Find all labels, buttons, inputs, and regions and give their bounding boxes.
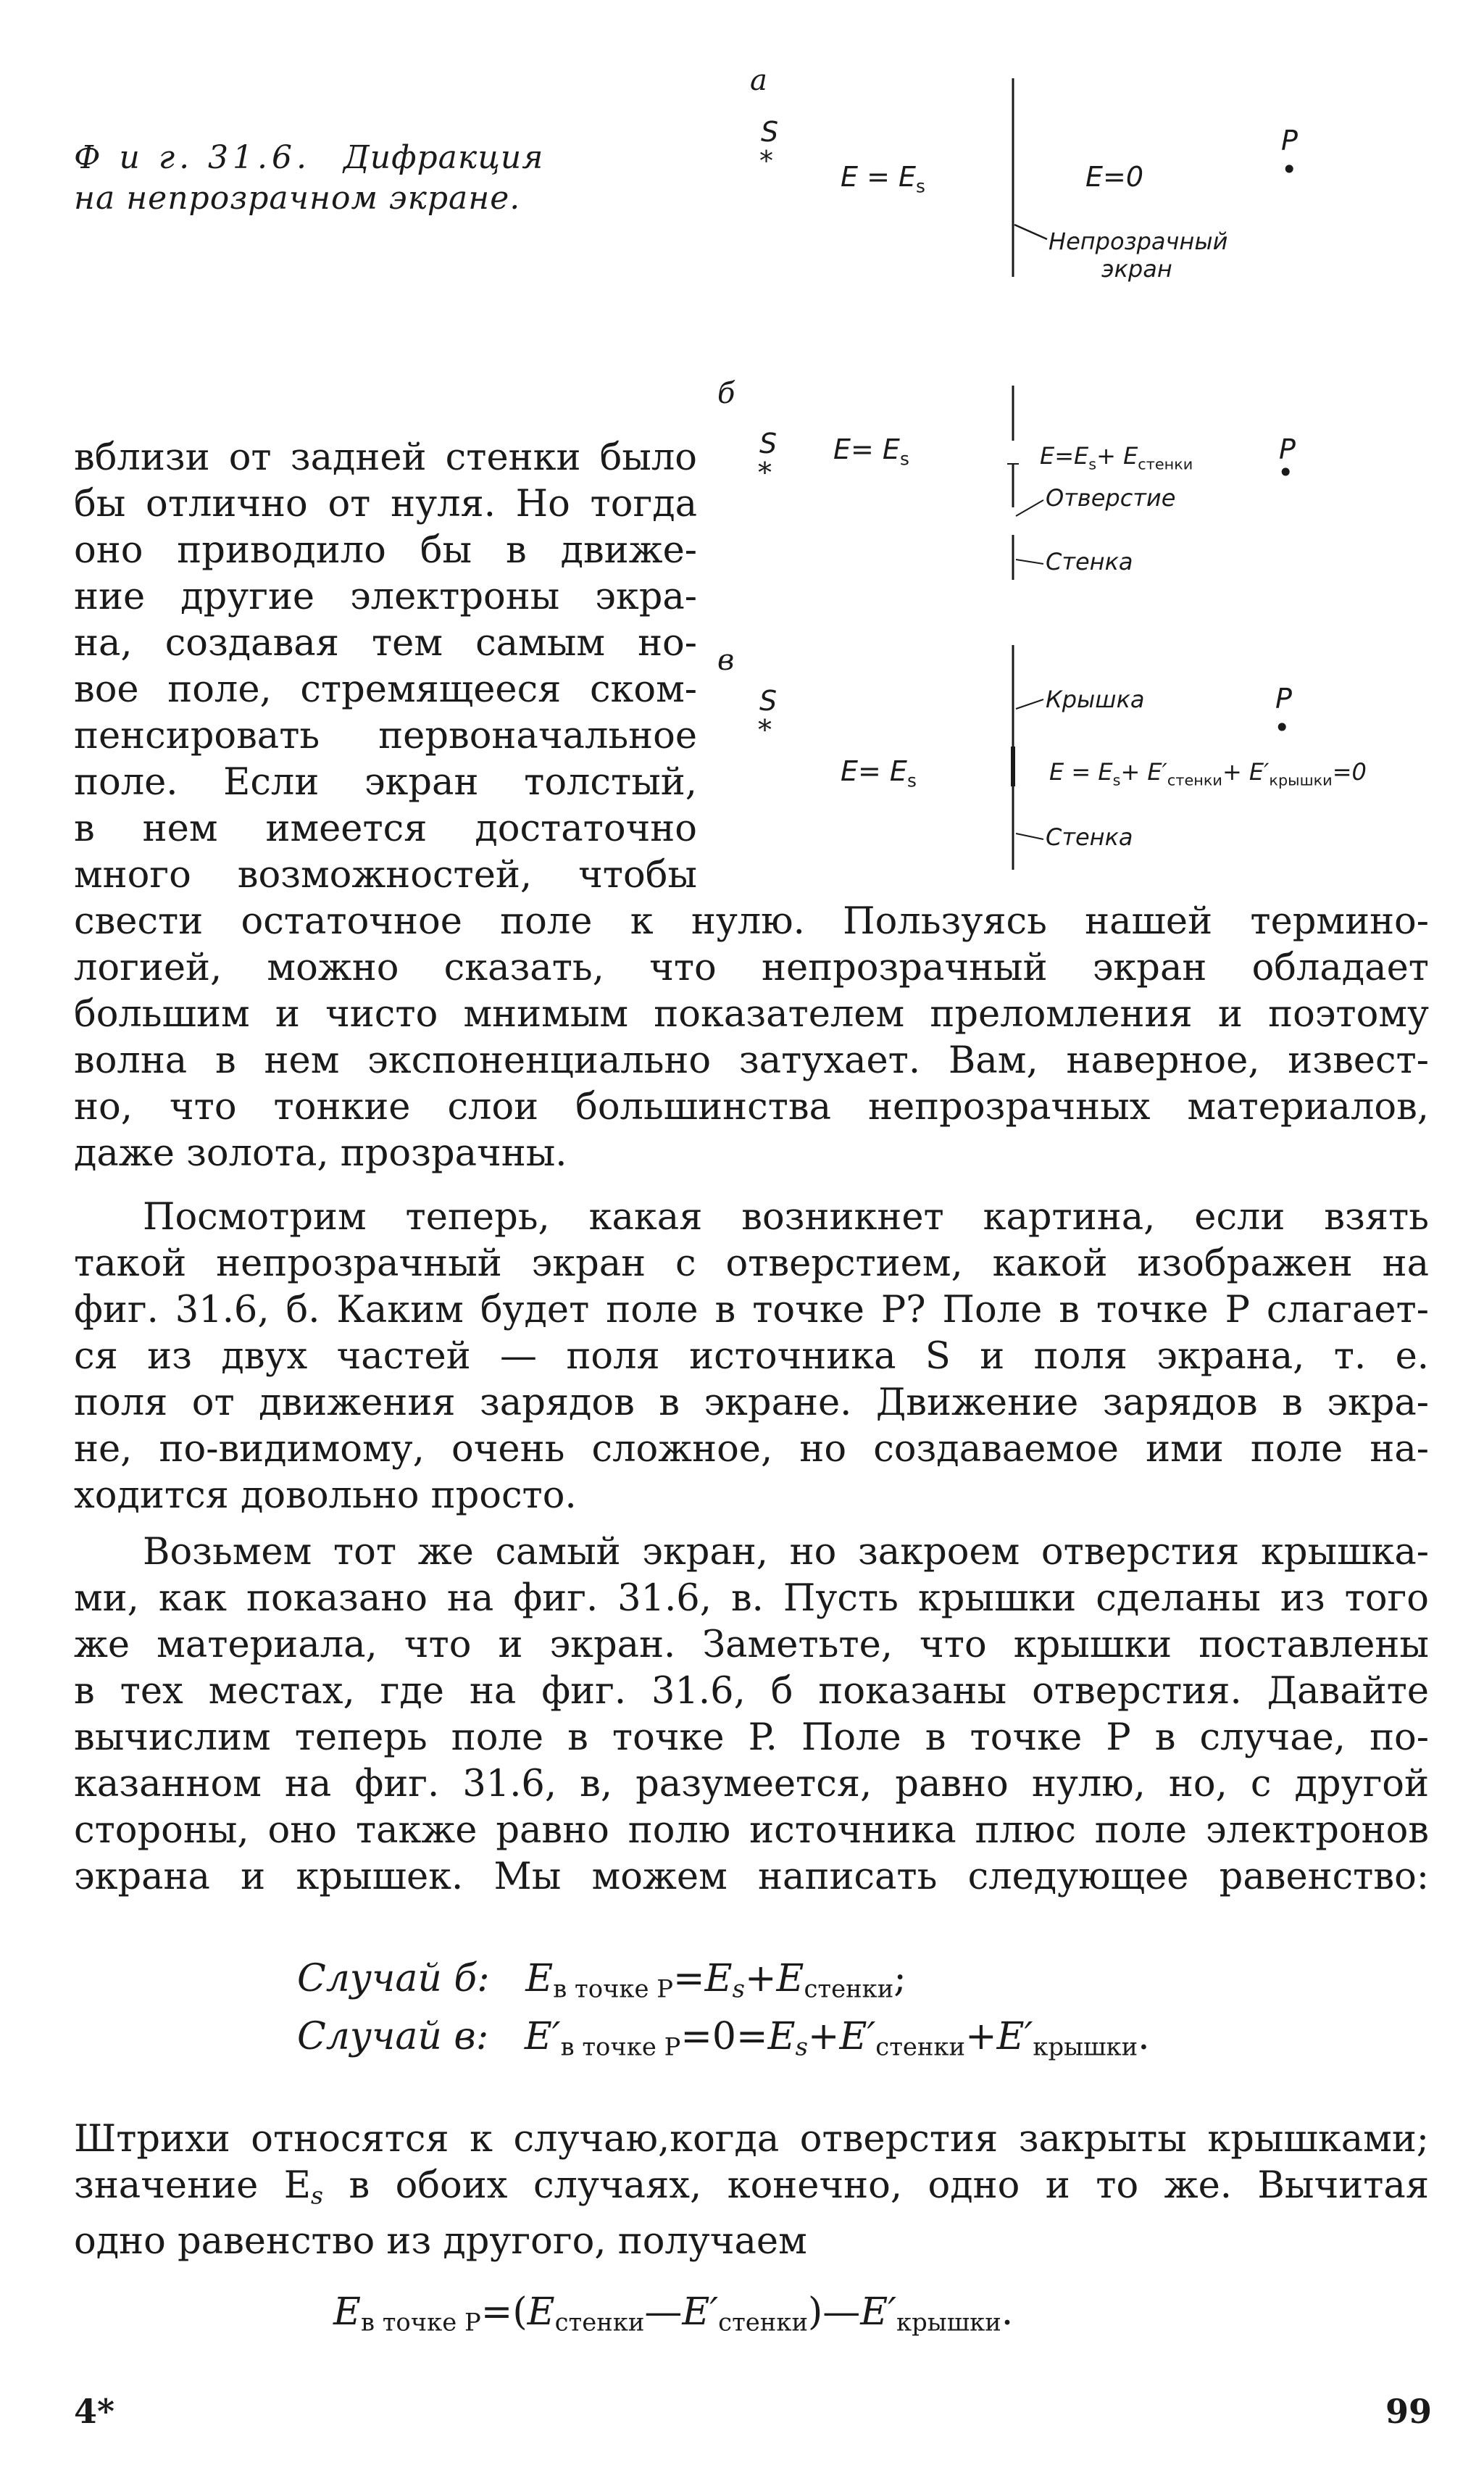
point-dot-a: •	[1281, 154, 1298, 186]
field-left-b: $E= E_s$	[833, 433, 909, 470]
field-left-c: $E= E_s$	[841, 755, 917, 791]
equation-difference: $E_{в точке P}=(E_{стенки}—E'_{стенки})—E'_{крышки}$.	[333, 2290, 1014, 2337]
source-label-a: S	[761, 116, 779, 148]
source-star-a: *	[759, 145, 773, 177]
text-line: большим и чисто мнимым показателем преломления и поэтому	[74, 993, 1429, 1036]
text-line: Штрихи относятся к случаю,когда отверстия закрыты крышками;	[74, 2118, 1429, 2161]
paragraph-4	[74, 2116, 1429, 2265]
source-star-b: *	[758, 457, 772, 489]
text-line: такой непрозрачный экран с отверстием, какой изображен на	[74, 1242, 1429, 1285]
source-label-c: S	[759, 685, 778, 717]
equation-case-b: Случай б: $E_{в точке P}=E_s+E_{стенки}$;	[297, 1957, 906, 2003]
text-line: ся из двух частей — поля источника S и поля экрана, т. е.	[74, 1335, 1429, 1378]
source-label-b: S	[759, 428, 778, 460]
source-star-c: *	[758, 714, 772, 746]
text-line: значение $E_s$ в обоих случаях, конечно, одно и то же. Вычитая	[74, 2164, 1430, 2210]
equation-case-c: Случай в: $E'_{в точке P}=0=E_s+E'_{стенки}+E'_{крышки}$.	[297, 2015, 1150, 2061]
wall-label-c: Стенка	[1046, 823, 1133, 851]
text-line: стороны, оно также равно полю источника плюс поле электронов	[74, 1809, 1429, 1852]
paragraph-1-continued	[74, 899, 1429, 1177]
text-line: логией, можно сказать, что непрозрачный экран обладает	[74, 947, 1429, 989]
point-label-a: P	[1281, 125, 1298, 157]
wall-leader-c	[1016, 834, 1043, 839]
lid-label-c: Крышка	[1046, 686, 1145, 713]
page-number: 99	[1385, 2392, 1433, 2431]
point-dot-c: •	[1274, 712, 1291, 744]
caption-label: Ф и г. 31.6.	[74, 139, 311, 176]
text-line: не, по-видимому, очень сложное, но создаваемое ими поле на-	[74, 1428, 1429, 1471]
text-line: поля от движения зарядов в экране. Движение зарядов в экра-	[74, 1381, 1429, 1424]
text-line: вое поле, стремящееся ском-	[74, 668, 697, 711]
text-line: ние другие электроны экра-	[74, 575, 697, 618]
text-line: на, создавая тем самым но-	[74, 622, 697, 665]
wall-leader-b	[1016, 560, 1043, 564]
wall-label-b: Стенка	[1046, 548, 1133, 575]
caption-title-1: Дифракция	[343, 139, 544, 176]
text-line: но, что тонкие слои большинства непрозрачных материалов,	[74, 1086, 1429, 1128]
caption-title-2: на непрозрачном экране.	[74, 180, 521, 217]
text-line: вычислим теперь поле в точке P. Поле в точке P в случае, по-	[74, 1716, 1429, 1759]
field-left-a: $E = E_s$	[841, 161, 925, 197]
text-line: ходится довольно просто.	[74, 1474, 577, 1517]
point-dot-b: •	[1277, 457, 1294, 489]
text-line: много возможностей, чтобы	[74, 854, 697, 897]
text-line: даже золота, прозрачны.	[74, 1132, 567, 1175]
text-line: казанном на фиг. 31.6, в, разумеется, равно нулю, но, с другой	[74, 1763, 1429, 1805]
field-right-a: E=0	[1085, 161, 1144, 193]
text-line: волна в нем экспоненциально затухает. Вам, наверное, извест-	[74, 1039, 1429, 1082]
text-line: поле. Если экран толстый,	[74, 761, 697, 804]
text-line: в нем имеется достаточно	[74, 807, 697, 850]
text-line: фиг. 31.6, б. Каким будет поле в точке P? Поле в точке P слагает-	[74, 1289, 1429, 1331]
text-line: же материала, что и экран. Заметьте, что крышки поставлены	[74, 1624, 1429, 1666]
wrap-text-block	[74, 435, 697, 899]
text-line: вблизи от задней стенки было	[74, 436, 697, 479]
text-line: в тех местах, где на фиг. 31.6, б показаны отверстия. Давайте	[74, 1670, 1429, 1713]
text-line: одно равенство из другого, получаем	[74, 2220, 807, 2264]
hole-leader-b	[1016, 500, 1043, 516]
screen-leader-a	[1014, 225, 1047, 239]
signature-mark: 4*	[74, 2392, 115, 2431]
lid-leader-c	[1016, 699, 1043, 709]
field-right-c: $E = E_s+ E'_{стенки}+ E'_{крышки}=0$	[1049, 758, 1367, 789]
paragraph-2	[74, 1194, 1429, 1519]
paragraph-3	[74, 1529, 1429, 1900]
text-line: бы отлично от нуля. Но тогда	[74, 483, 697, 525]
screen-label-a-2: экран	[1101, 255, 1172, 283]
panel-letter-c: в	[717, 644, 735, 677]
point-label-c: P	[1275, 683, 1292, 715]
field-right-b: $E=E_s+ E_{стенки}$	[1040, 442, 1193, 473]
text-line: свести остаточное поле к нулю. Пользуясь нашей термино-	[74, 900, 1429, 943]
hole-label-b: Отверстие	[1046, 484, 1176, 512]
text-line: Возьмем тот же самый экран, но закроем отверстия крышка-	[143, 1531, 1429, 1574]
text-line: оно приводило бы в движе-	[74, 529, 697, 572]
screen-label-a-1: Непрозрачный	[1049, 228, 1228, 255]
panel-letter-a: а	[750, 64, 767, 97]
text-line: Посмотрим теперь, какая возникнет картина, если взять	[143, 1196, 1429, 1239]
panel-letter-b: б	[717, 377, 735, 410]
text-line: экрана и крышек. Мы можем написать следующее равенство:	[74, 1855, 1429, 1898]
text-line: пенсировать первоначальное	[74, 715, 697, 757]
text-line: ми, как показано на фиг. 31.6, в. Пусть крышки сделаны из того	[74, 1577, 1429, 1620]
point-label-b: P	[1279, 433, 1296, 465]
